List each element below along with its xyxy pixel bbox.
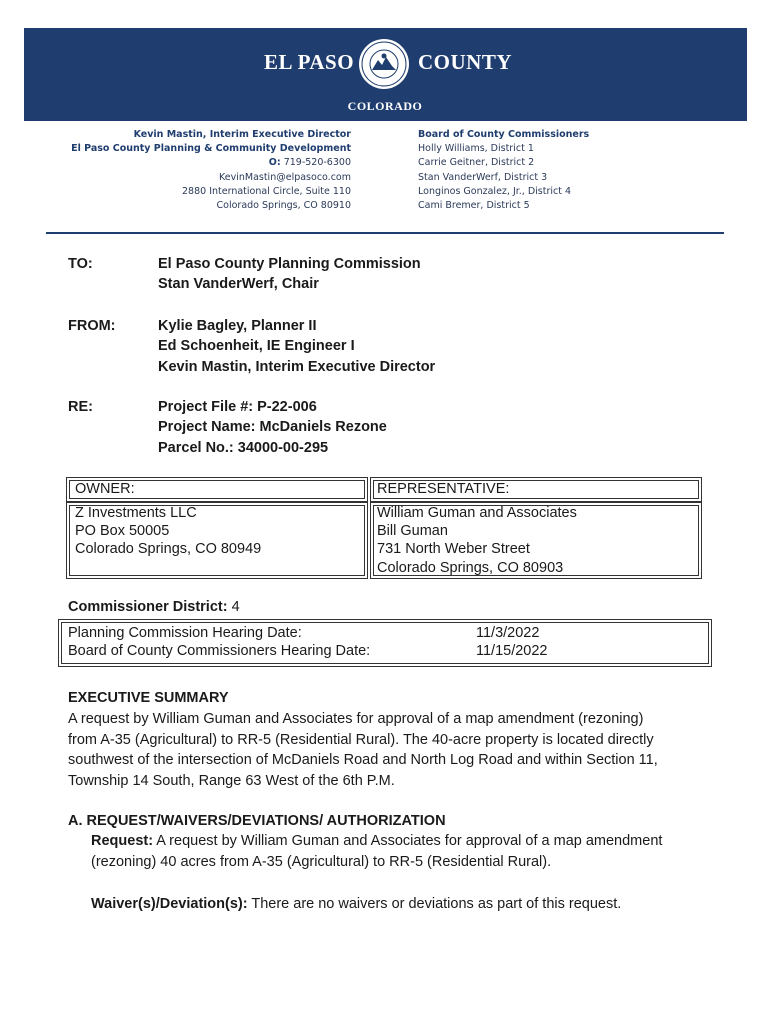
project-file: Project File #: P-22-006 (158, 399, 317, 415)
waiver-text: There are no waivers or deviations as part of this request. (247, 896, 622, 912)
director-title: Kevin Mastin, Interim Executive Director (133, 129, 351, 140)
representative-line: 731 North Weber Street (377, 541, 530, 558)
hearing-date: 11/15/2022 (476, 643, 548, 660)
owner-line: Z Investments LLC (75, 505, 197, 521)
request-paragraph (91, 831, 711, 873)
header-divider (46, 232, 724, 234)
to-line: Stan VanderWerf, Chair (158, 276, 319, 293)
request-text: A request by William Guman and Associates for approval of a map amendment (153, 833, 663, 849)
project-name: Project Name: McDaniels Rezone (158, 419, 387, 436)
commissioner-item: Holly Williams, District 1 (418, 143, 534, 155)
summary-line: southwest of the intersection of McDaniels Road and North Log Road and within Section 11, (68, 752, 658, 769)
section-a-heading: A. REQUEST/WAIVERS/DEVIATIONS/ AUTHORIZATION (68, 813, 446, 829)
from-line: Kevin Mastin, Interim Executive Director (158, 358, 436, 375)
summary-line: A request by William Guman and Associates for approval of a map amendment (rezoning) (68, 710, 644, 727)
re-details (158, 397, 387, 458)
commissioners-list (418, 128, 589, 213)
owner-line: Colorado Springs, CO 80949 (75, 541, 262, 558)
parcel-number: Parcel No.: 34000-00-295 (158, 439, 329, 456)
email-address: KevinMastin@elpasoco.com (218, 171, 351, 183)
owner-line: PO Box 50005 (75, 523, 170, 540)
brand-state: COLORADO (347, 99, 423, 113)
from-line: Kylie Bagley, Planner II (158, 318, 317, 334)
request-text-cont: (rezoning) 40 acres from A-35 (Agricultural) to RR-5 (Residential Rural). (91, 853, 552, 870)
district-label: Commissioner District: (68, 599, 228, 615)
from-label: FROM: (68, 318, 116, 334)
district-value: 4 (231, 599, 240, 615)
to-label: TO: (68, 256, 93, 272)
representative-info (377, 504, 577, 577)
hearing-label: Board of County Commissioners Hearing Date: (68, 643, 371, 660)
summary-line: from A-35 (Agricultural) to RR-5 (Residential Rural). The 40-acre property is located directly (68, 731, 654, 748)
address-line-2: Colorado Springs, CO 80910 (216, 200, 351, 212)
summary-line: Township 14 South, Range 63 West of the 6th P.M. (68, 773, 395, 790)
commissioner-item: Longinos Gonzalez, Jr., District 4 (418, 185, 572, 197)
department-name: El Paso County Planning & Community Development (71, 143, 351, 155)
phone-label: O: (268, 157, 281, 169)
from-senders (158, 316, 435, 377)
commissioners-title: Board of County Commissioners (418, 129, 590, 140)
request-label: Request: (91, 833, 154, 849)
to-line: El Paso County Planning Commission (158, 256, 421, 272)
commissioner-district (68, 599, 240, 615)
commissioner-item: Stan VanderWerf, District 3 (418, 171, 548, 183)
county-seal-icon (358, 38, 410, 90)
waiver-label: Waiver(s)/Deviation(s): (91, 896, 248, 912)
hearing-label: Planning Commission Hearing Date: (68, 625, 302, 641)
representative-header: REPRESENTATIVE: (377, 481, 510, 497)
re-label: RE: (68, 399, 93, 415)
brand-name-right: COUNTY (418, 50, 513, 74)
address-line-1: 2880 International Circle, Suite 110 (182, 185, 351, 197)
waiver-paragraph (91, 894, 711, 915)
summary-heading: EXECUTIVE SUMMARY (68, 690, 229, 706)
director-contact (71, 128, 351, 213)
commissioner-item: Cami Bremer, District 5 (418, 200, 530, 212)
representative-line: Bill Guman (377, 523, 448, 540)
hearing-date: 11/3/2022 (476, 625, 540, 641)
brand-name-left: EL PASO (264, 50, 355, 74)
owner-info (75, 504, 261, 559)
from-line: Ed Schoenheit, IE Engineer I (158, 338, 355, 355)
to-recipients (158, 254, 421, 295)
representative-line: William Guman and Associates (377, 505, 577, 521)
hearing-dates (476, 624, 548, 660)
hearing-labels (68, 624, 370, 660)
owner-header: OWNER: (75, 481, 135, 497)
phone-number: 719-520-6300 (283, 157, 351, 169)
executive-summary (68, 688, 708, 792)
commissioner-item: Carrie Geitner, District 2 (418, 157, 535, 169)
representative-line: Colorado Springs, CO 80903 (377, 559, 564, 576)
